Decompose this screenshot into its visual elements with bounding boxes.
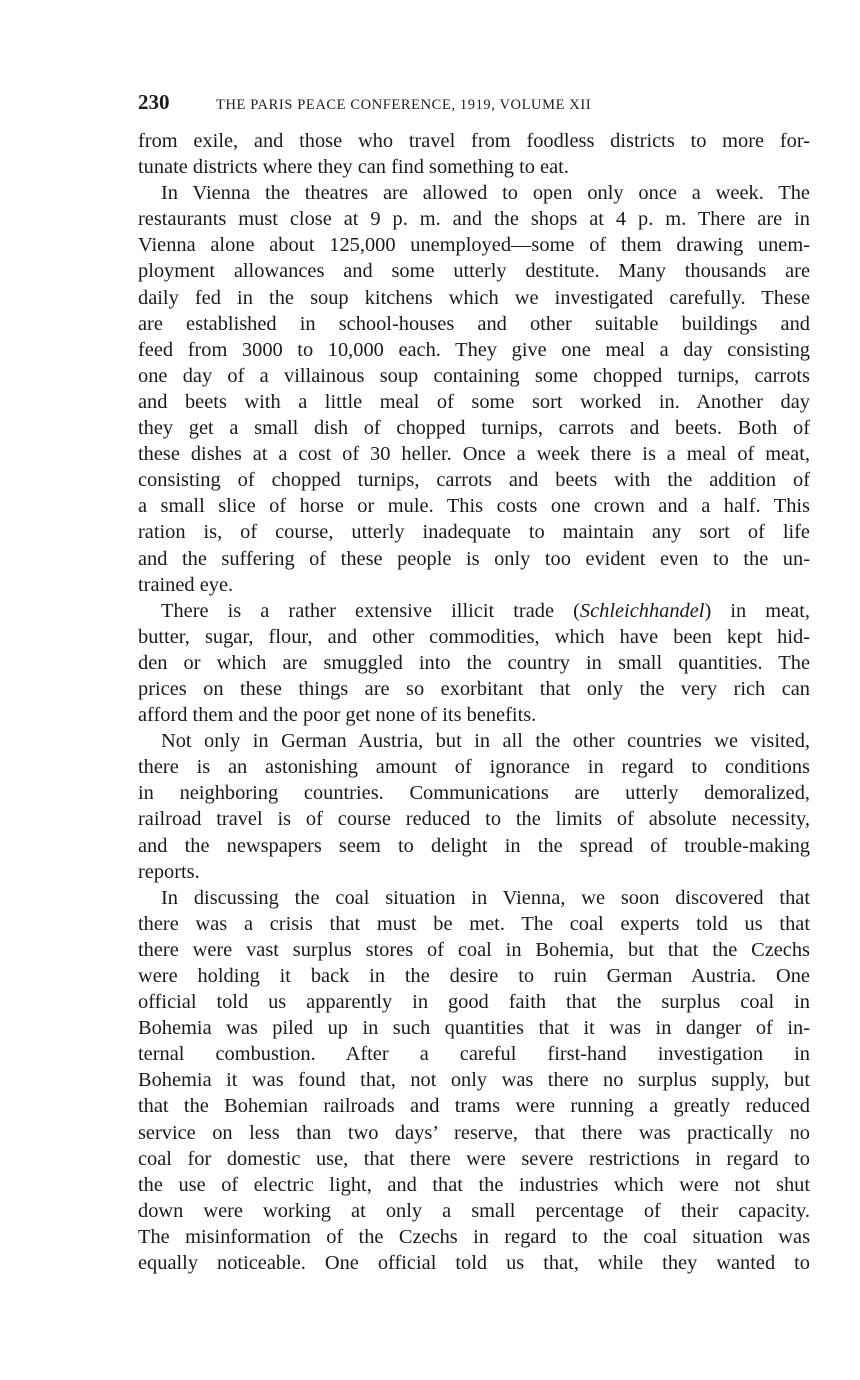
text-line: trained eye.	[138, 573, 234, 596]
text-line: consisting of chopped turnips, carrots and beets with the addition of	[138, 469, 810, 492]
document-page	[138, 90, 810, 1276]
paragraph-illicit-trade	[138, 598, 810, 728]
text-line: reports.	[138, 860, 200, 883]
text-line: equally noticeable. One official told us that, while they wanted to	[138, 1252, 810, 1275]
text-line: In Vienna the theatres are allowed to open only once a week. The	[161, 182, 810, 205]
text-line: these dishes at a cost of 30 heller. Once a week there is a meal of meat,	[138, 443, 810, 466]
text-line	[138, 598, 810, 624]
text-line: butter, sugar, flour, and other commodities, which have been kept hid-	[138, 625, 810, 648]
running-head	[138, 90, 810, 118]
text-segment: There is a rather extensive illicit trade (	[161, 599, 580, 622]
text-line: railroad travel is of course reduced to the limits of absolute necessity,	[138, 808, 810, 831]
text-line: and the newspapers seem to delight in the spread of trouble-making	[138, 834, 810, 857]
paragraph-coal-situation	[138, 885, 810, 1276]
paragraph-ignorance	[138, 728, 810, 885]
text-line: Vienna alone about 125,000 unemployed—some of them drawing unem-	[138, 234, 810, 257]
paragraph-vienna-theatres	[138, 180, 810, 598]
body-text	[138, 128, 810, 1276]
paragraph-continuation	[138, 128, 810, 180]
running-head-title: THE PARIS PEACE CONFERENCE, 1919, VOLUME XII	[216, 97, 592, 113]
text-line: in neighboring countries. Communications are utterly demoralized,	[138, 782, 810, 805]
text-line: prices on these things are so exorbitant that only the very rich can	[138, 677, 810, 700]
text-line: there is an astonishing amount of ignorance in regard to conditions	[138, 756, 810, 779]
text-line: Bohemia it was found that, not only was there no surplus supply, but	[138, 1069, 810, 1092]
text-line: daily fed in the soup kitchens which we investigated carefully. These	[138, 286, 810, 309]
text-line: Not only in German Austria, but in all the other countries we visited,	[161, 730, 810, 753]
text-line: The misinformation of the Czechs in regard to the coal situation was	[138, 1225, 810, 1248]
text-line: ployment allowances and some utterly destitute. Many thousands are	[138, 260, 810, 283]
page-number: 230	[138, 90, 170, 114]
text-line: that the Bohemian railroads and trams were running a greatly reduced	[138, 1095, 810, 1118]
text-line: den or which are smuggled into the country in small quantities. The	[138, 651, 810, 674]
text-line: and beets with a little meal of some sort worked in. Another day	[138, 390, 810, 413]
text-line: restaurants must close at 9 p. m. and the shops at 4 p. m. There are in	[138, 208, 810, 231]
text-line: tunate districts where they can find something to eat.	[138, 156, 569, 179]
text-line: were holding it back in the desire to ruin German Austria. One	[138, 965, 810, 987]
italic-term: Schleichhandel	[579, 599, 705, 622]
text-line: down were working at only a small percentage of their capacity.	[138, 1199, 810, 1222]
text-line: coal for domestic use, that there were severe restrictions in regard to	[138, 1147, 810, 1170]
text-line: afford them and the poor get none of its benefits.	[138, 704, 537, 727]
text-line: the use of electric light, and that the industries which were not shut	[138, 1173, 810, 1196]
text-line: ternal combustion. After a careful first-hand investigation in	[138, 1043, 810, 1066]
text-line: ration is, of course, utterly inadequate to maintain any sort of life	[138, 521, 810, 544]
text-line: they get a small dish of chopped turnips, carrots and beets. Both of	[138, 417, 810, 440]
text-line: official told us apparently in good faith that the surplus coal in	[138, 991, 810, 1014]
text-line: a small slice of horse or mule. This costs one crown and a half. This	[138, 495, 810, 518]
text-line: Bohemia was piled up in such quantities that it was in danger of in-	[138, 1017, 810, 1040]
text-line: one day of a villainous soup containing some chopped turnips, carrots	[138, 364, 810, 387]
text-line: and the suffering of these people is only too evident even to the un-	[138, 547, 810, 570]
text-line: service on less than two days’ reserve, that there was practically no	[138, 1121, 810, 1144]
text-line: there was a crisis that must be met. The coal experts told us that	[138, 912, 810, 935]
text-line: are established in school-houses and other suitable buildings and	[138, 312, 810, 335]
text-line: feed from 3000 to 10,000 each. They give one meal a day consisting	[138, 338, 810, 361]
text-line: from exile, and those who travel from foodless districts to more for-	[138, 130, 810, 152]
text-line: there were vast surplus stores of coal in Bohemia, but that the Czechs	[138, 938, 810, 961]
text-line: In discussing the coal situation in Vienna, we soon discovered that	[161, 886, 810, 909]
text-segment: ) in meat,	[704, 599, 810, 622]
